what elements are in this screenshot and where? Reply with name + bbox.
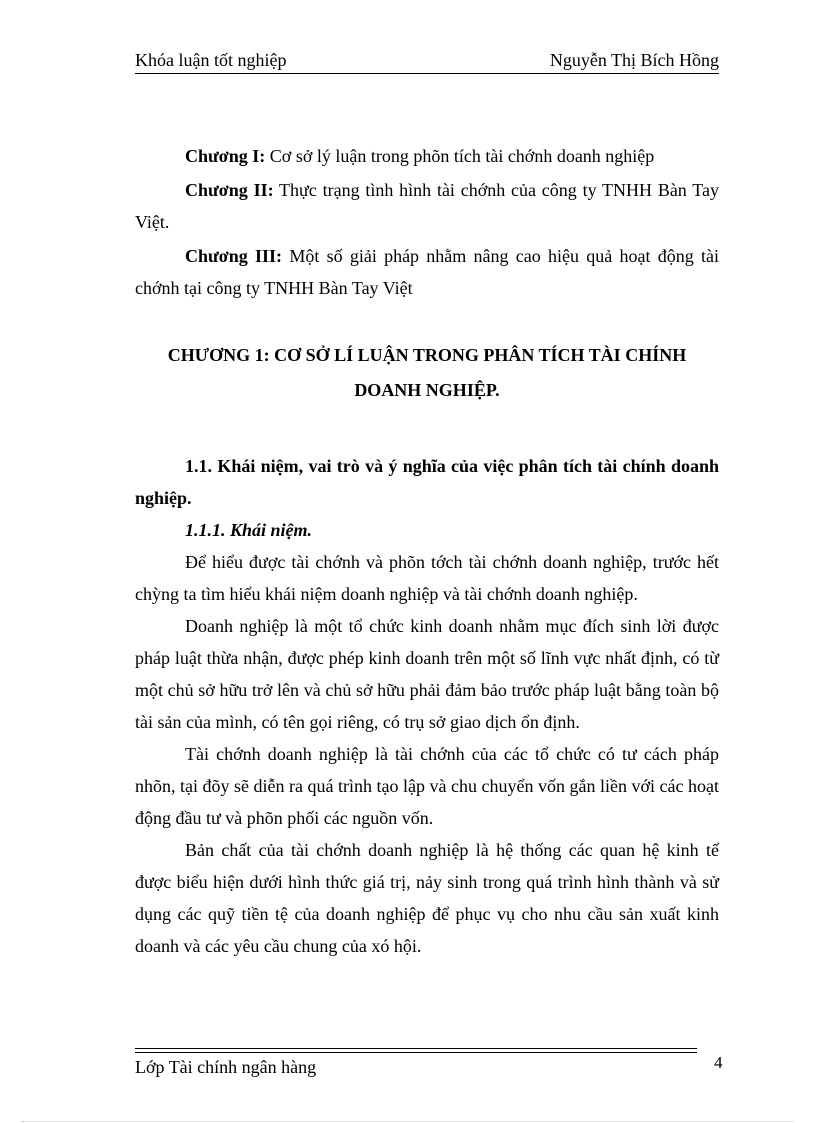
header-author: Nguyễn Thị Bích Hồng: [549, 50, 719, 70]
chapter-summary-1: [135, 140, 719, 172]
chapter-text: Một số giải pháp nhằm nâng cao hiệu quả hoạt động tài chớnh tại công ty TNHH Bàn Tay Việt: [135, 246, 719, 298]
chapter-heading-line-2: DOANH NGHIỆP.: [354, 380, 500, 400]
chapter-label: Chương III:: [185, 246, 283, 266]
footer-rule: [135, 1048, 697, 1053]
chapter-label: Chương I:: [185, 146, 266, 166]
chapter-summary-3: [135, 240, 719, 304]
page-number: 4: [714, 1053, 723, 1072]
chapter-summary-2: [135, 174, 719, 238]
body-paragraph-3: Tài chớnh doanh nghiệp là tài chớnh của các tổ chức có tư cách pháp nhõn, tại đõy sẽ diễn ra quá trình tạo lập và chu chuyển vốn gắn liền với các hoạt động đầu tư và phõn phối các nguồn vốn.: [135, 744, 719, 828]
section-heading: 1.1. Khái niệm, vai trò và ý nghĩa của việc phân tích tài chính doanh nghiệp.: [135, 456, 719, 508]
chapter-heading: [135, 338, 719, 408]
body-paragraph-2: Doanh nghiệp là một tổ chức kinh doanh nhằm mục đích sinh lời được pháp luật thừa nhận, được phép kinh doanh trên một số lĩnh vực nhất định, có từ một chủ sở hữu trở lên và chủ sở hữu phải đảm bảo trước pháp luật bằng toàn bộ tài sản của mình, có tên gọi riêng, có trụ sở giao dịch ổn định.: [135, 616, 719, 732]
header-left: Khóa luận tốt nghiệp: [135, 50, 287, 70]
footer-class: Lớp Tài chính ngân hàng: [135, 1057, 317, 1077]
page-body: [135, 140, 719, 962]
subsection-heading: 1.1.1. Khái niệm.: [185, 520, 313, 540]
header-rule: [135, 73, 719, 74]
body-paragraph-4: Bản chất của tài chớnh doanh nghiệp là hệ thống các quan hệ kinh tế được biểu hiện dưới hình thức giá trị, nảy sinh trong quá trình hình thành và sử dụng các quỹ tiền tệ của doanh nghiệp để phục vụ cho nhu cầu sản xuất kinh doanh và các yêu cầu chung của xó hội.: [135, 840, 719, 956]
chapter-heading-line-1: CHƯƠNG 1: CƠ SỞ LÍ LUẬN TRONG PHÂN TÍCH TÀI CHÍNH: [167, 345, 687, 365]
chapter-label: Chương II:: [185, 180, 274, 200]
page-boundary: [22, 1121, 794, 1122]
chapter-text: Thực trạng tình hình tài chớnh của công ty TNHH Bàn Tay Việt.: [135, 180, 720, 232]
chapter-text: Cơ sở lý luận trong phõn tích tài chớnh doanh nghiệp: [265, 146, 655, 166]
body-paragraph-1: Để hiểu được tài chớnh và phõn tớch tài chớnh doanh nghiệp, trước hết chỳng ta tìm hiểu khái niệm doanh nghiệp và tài chớnh doanh nghiệp.: [135, 552, 719, 604]
